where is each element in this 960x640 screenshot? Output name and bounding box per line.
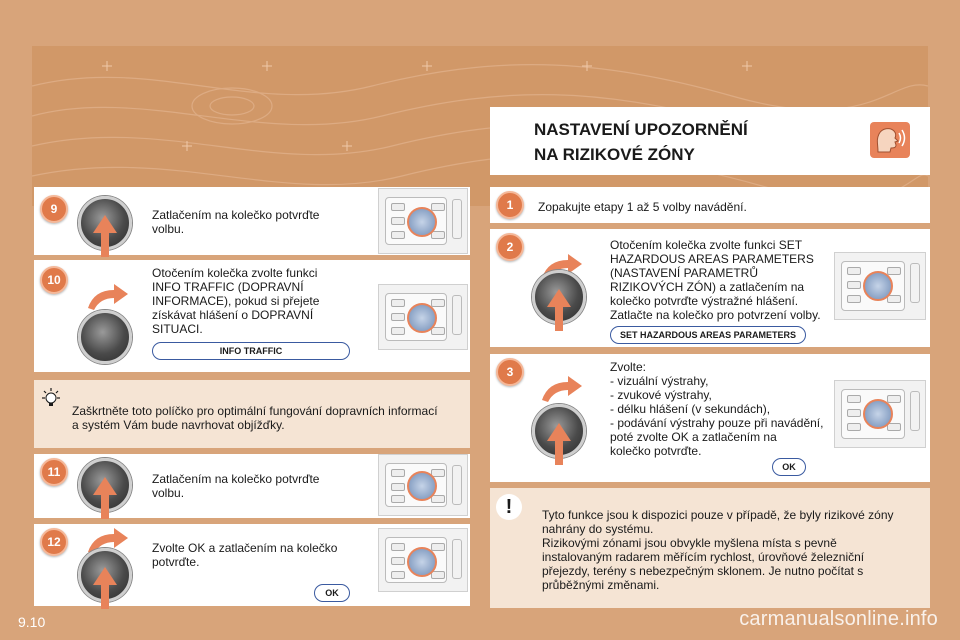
step-11-badge: 11: [40, 458, 68, 486]
radio-panel-illustration: [834, 252, 926, 320]
warning-text-5: přejezdy, terény s nebezpečným sklonem. Je nutno počítat s: [542, 564, 864, 578]
warning-text-4: instalovaným radarem měřícím rychlost, úrovňové železniční: [542, 550, 865, 564]
step-10-text-1: Otočením kolečka zvolte funkci: [152, 266, 318, 280]
step-3-text-4: - délku hlášení (v sekundách),: [610, 402, 771, 416]
step-9-text-1: Zatlačením na kolečko potvrďte: [152, 208, 320, 222]
radio-panel-illustration: [378, 188, 468, 254]
knob-icon: [78, 310, 132, 364]
step-11-text-2: volbu.: [152, 486, 185, 500]
step-2-text-4: RIZIKOVÝCH ZÓN) a zatlačením na: [610, 280, 805, 294]
step-1-text: Zopakujte etapy 1 až 5 volby navádění.: [538, 200, 747, 214]
step-9-badge: 9: [40, 195, 68, 223]
step-3-text-2: - vizuální výstrahy,: [610, 374, 709, 388]
step-2-text-6: Zatlačte na kolečko pro potvrzení volby.: [610, 308, 821, 322]
radio-panel-illustration: [378, 528, 468, 592]
push-knob-icon: [78, 548, 132, 602]
watermark: carmanualsonline.info: [739, 608, 938, 630]
step-3-text-6: poté zvolte OK a zatlačením na: [610, 430, 777, 444]
warning-text-6: průběžnými změnami.: [542, 578, 660, 592]
rotate-arrow-icon: [538, 372, 586, 404]
step-9-text-2: volbu.: [152, 222, 185, 236]
radio-panel-illustration: [378, 454, 468, 516]
radio-panel-illustration: [834, 380, 926, 448]
push-knob-icon: [78, 458, 132, 512]
page-title-line2: NA RIZIKOVÉ ZÓNY: [534, 145, 695, 164]
step-2-text-2: HAZARDOUS AREAS PARAMETERS: [610, 252, 814, 266]
step-12-text-2: potvrďte.: [152, 555, 200, 569]
step-10-text-3: INFORMACE), pokud si přejete: [152, 294, 320, 308]
set-hazardous-areas-pill: SET HAZARDOUS AREAS PARAMETERS: [610, 326, 806, 344]
tip-text-1: Zaškrtněte toto políčko pro optimální fungování dopravních informací: [72, 404, 438, 418]
step-2-badge: 2: [496, 233, 524, 261]
step-3-text-5: - podávání výstrahy pouze při navádění,: [610, 416, 824, 430]
push-knob-icon: [78, 196, 132, 250]
ok-pill: OK: [314, 584, 350, 602]
warning-text-2: nahrány do systému.: [542, 522, 654, 536]
step-12-badge: 12: [40, 528, 68, 556]
radio-panel-illustration: [378, 284, 468, 350]
step-10-badge: 10: [40, 266, 68, 294]
step-3-text-7: kolečko potvrďte.: [610, 444, 702, 458]
warning-text-3: Rizikovými zónami jsou obvykle myšlena místa s pevně: [542, 536, 837, 550]
step-12-text-1: Zvolte OK a zatlačením na kolečko: [152, 541, 338, 555]
step-3-text-1: Zvolte:: [610, 360, 647, 374]
step-2-text-5: kolečko potvrďte výstražné hlášení.: [610, 294, 799, 308]
push-knob-icon: [532, 404, 586, 458]
step-3-badge: 3: [496, 358, 524, 386]
step-10-text-5: SITUACI.: [152, 322, 203, 336]
lightbulb-icon: [40, 388, 62, 410]
warning-text-1: Tyto funkce jsou k dispozici pouze v případě, že byly rizikové zóny: [542, 508, 894, 522]
push-knob-icon: [532, 270, 586, 324]
rotate-arrow-icon: [84, 280, 132, 312]
ok-pill: OK: [772, 458, 806, 476]
step-3-text-3: - zvukové výstrahy,: [610, 388, 712, 402]
head-speaking-icon: [870, 122, 910, 158]
tip-text-2: a systém Vám bude navrhovat objížďky.: [72, 418, 285, 432]
info-traffic-pill: INFO TRAFFIC: [152, 342, 350, 360]
step-1-badge: 1: [496, 191, 524, 219]
step-11-text-1: Zatlačením na kolečko potvrďte: [152, 472, 320, 486]
exclamation-icon: !: [496, 494, 522, 520]
step-2-text-3: (NASTAVENÍ PARAMETRŮ: [610, 266, 759, 280]
step-2-text-1: Otočením kolečka zvolte funkci SET: [610, 238, 803, 252]
page-number: 9.10: [18, 614, 46, 630]
page-title-line1: NASTAVENÍ UPOZORNĚNÍ: [534, 120, 748, 139]
step-10-text-2: INFO TRAFFIC (DOPRAVNÍ: [152, 280, 304, 294]
step-10-text-4: získávat hlášení o DOPRAVNÍ: [152, 308, 314, 322]
